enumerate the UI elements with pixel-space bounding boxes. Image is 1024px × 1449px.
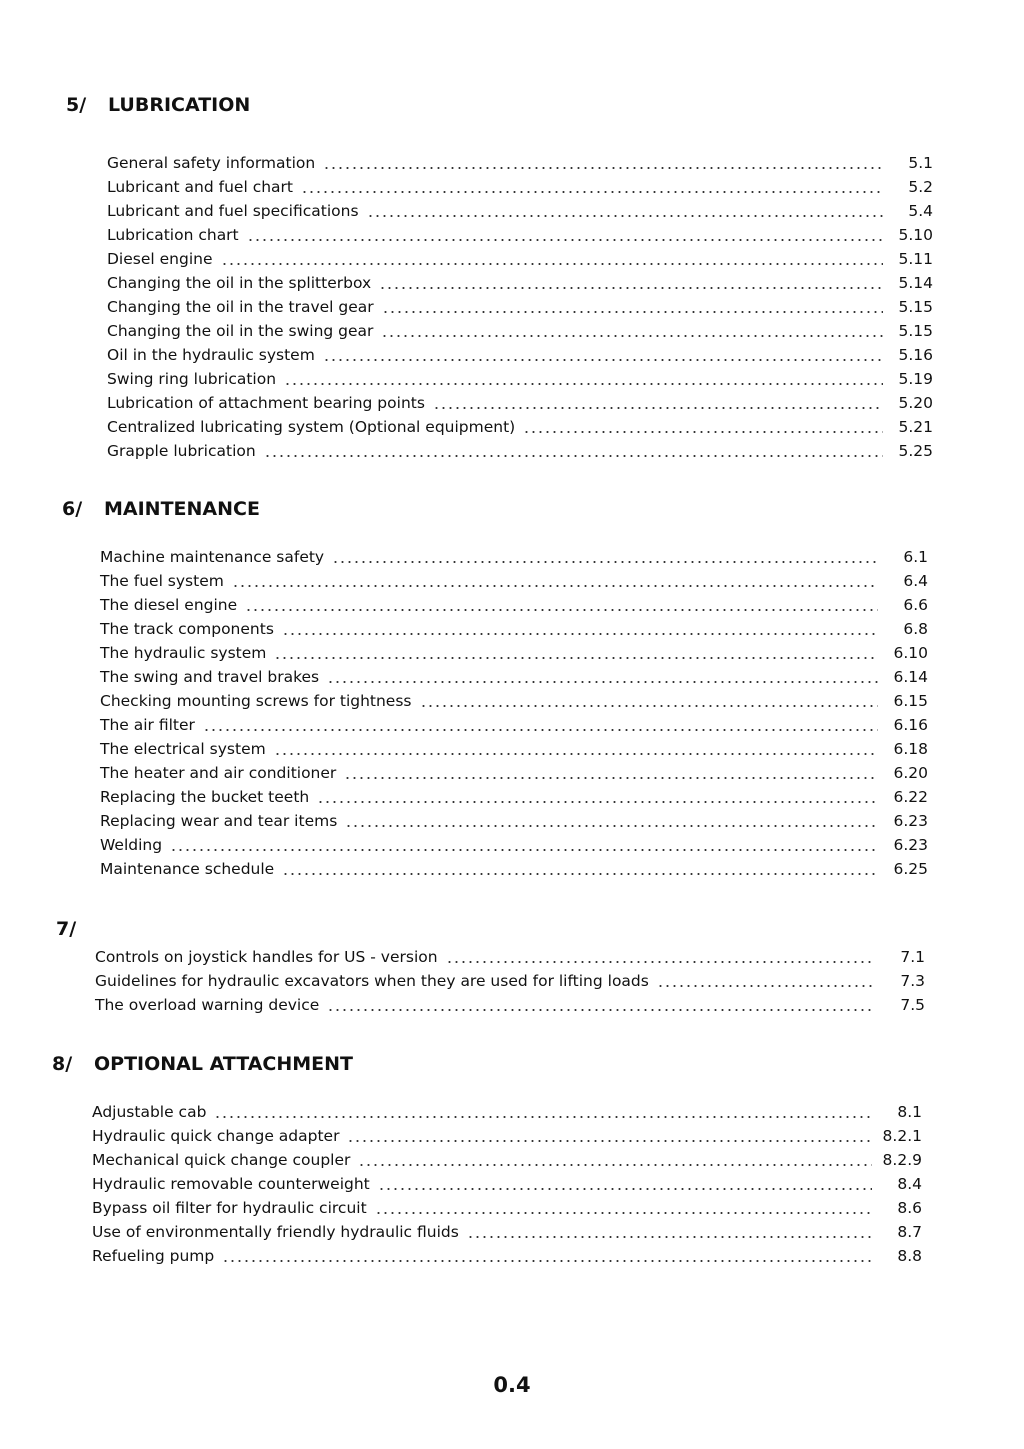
toc-entry-label: Changing the oil in the splitterbox — [107, 274, 372, 292]
toc-entry-label: Controls on joystick handles for US - version — [95, 948, 438, 966]
toc-entry-page: 6.4 — [903, 572, 928, 590]
toc-entry-page: 5.20 — [898, 394, 933, 412]
toc-entry — [95, 942, 925, 966]
toc-entry-label: Machine maintenance safety — [100, 548, 325, 566]
dot-leader — [203, 716, 878, 732]
toc-entry-label: Lubricant and fuel chart — [107, 178, 293, 196]
toc-entry — [92, 1097, 922, 1121]
dot-leader — [378, 1175, 872, 1191]
toc-entry-page: 6.8 — [903, 620, 928, 638]
toc-entry — [107, 412, 933, 436]
toc-entry-page: 7.5 — [900, 996, 925, 1014]
toc-entry — [107, 292, 933, 316]
dot-leader — [467, 1223, 872, 1239]
toc-entry-page: 6.25 — [893, 860, 928, 878]
toc-entry-label: Hydraulic removable counterweight — [92, 1175, 370, 1193]
toc-entry-label: Diesel engine — [107, 250, 213, 268]
toc-entry-page: 5.11 — [898, 250, 933, 268]
toc-entry-label: Guidelines for hydraulic excavators when they are used for lifting loads — [95, 972, 649, 990]
toc-entry — [92, 1169, 922, 1193]
toc-entry — [107, 196, 933, 220]
toc-entry-page: 8.1 — [897, 1103, 922, 1121]
toc-entry — [107, 436, 933, 460]
dot-leader — [245, 596, 878, 612]
toc-list — [92, 1097, 922, 1265]
toc-entry-label: Hydraulic quick change adapter — [92, 1127, 340, 1145]
toc-entry — [100, 854, 928, 878]
toc-entry-page: 8.2.9 — [882, 1151, 922, 1169]
section-optional-attachment — [0, 1053, 1024, 1265]
toc-entry-page: 6.16 — [893, 716, 928, 734]
toc-entry-label: The fuel system — [100, 572, 224, 590]
toc-entry-page: 6.14 — [893, 668, 928, 686]
toc-entry — [92, 1121, 922, 1145]
toc-entry-page: 5.25 — [898, 442, 933, 460]
toc-entry-page: 8.2.1 — [882, 1127, 922, 1145]
toc-entry-label: Centralized lubricating system (Optional equipment) — [107, 418, 516, 436]
toc-entry-page: 6.10 — [893, 644, 928, 662]
toc-entry — [107, 268, 933, 292]
toc-entry-label: Lubrication chart — [107, 226, 239, 244]
toc-entry-label: Checking mounting screws for tightness — [100, 692, 412, 710]
toc-entry — [95, 990, 925, 1014]
toc-entry-page: 8.8 — [897, 1247, 922, 1265]
dot-leader — [379, 274, 883, 290]
toc-entry — [100, 566, 928, 590]
dot-leader — [323, 154, 883, 170]
dot-leader — [232, 572, 878, 588]
toc-entry-label: Adjustable cab — [92, 1103, 207, 1121]
section-7 — [0, 918, 1024, 1014]
dot-leader — [446, 948, 875, 964]
section-maintenance — [0, 498, 1024, 878]
toc-entry-label: The air filter — [100, 716, 195, 734]
dot-leader — [345, 812, 878, 828]
toc-entry — [100, 782, 928, 806]
toc-entry — [107, 388, 933, 412]
dot-leader — [170, 836, 878, 852]
section-heading — [0, 94, 1024, 124]
toc-entry-page: 5.21 — [898, 418, 933, 436]
toc-entry-page: 6.23 — [893, 812, 928, 830]
section-number: 8/ — [52, 1053, 73, 1075]
dot-leader — [317, 788, 878, 804]
dot-leader — [382, 298, 883, 314]
toc-entry-page: 6.20 — [893, 764, 928, 782]
toc-entry — [100, 686, 928, 710]
dot-leader — [657, 972, 875, 988]
toc-entry-label: Lubrication of attachment bearing points — [107, 394, 425, 412]
toc-entry-page: 5.19 — [898, 370, 933, 388]
section-title: MAINTENANCE — [104, 498, 260, 520]
toc-list — [100, 542, 928, 878]
toc-entry-label: General safety information — [107, 154, 316, 172]
dot-leader — [375, 1199, 872, 1215]
dot-leader — [420, 692, 879, 708]
dot-leader — [282, 860, 878, 876]
toc-entry-page: 6.6 — [903, 596, 928, 614]
toc-entry-label: Welding — [100, 836, 163, 854]
toc-entry-page: 5.10 — [898, 226, 933, 244]
toc-entry-page: 6.23 — [893, 836, 928, 854]
toc-entry — [100, 662, 928, 686]
dot-leader — [282, 620, 878, 636]
dot-leader — [327, 996, 875, 1012]
dot-leader — [221, 250, 884, 266]
toc-entry-label: The diesel engine — [100, 596, 238, 614]
toc-entry — [107, 340, 933, 364]
section-title: OPTIONAL ATTACHMENT — [94, 1053, 353, 1075]
toc-entry-page: 8.4 — [897, 1175, 922, 1193]
toc-entry-label: The track components — [100, 620, 274, 638]
toc-entry — [100, 710, 928, 734]
toc-entry-page: 8.7 — [897, 1223, 922, 1241]
toc-entry-label: Grapple lubrication — [107, 442, 256, 460]
dot-leader — [367, 202, 883, 218]
page-number: 0.4 — [493, 1373, 531, 1397]
toc-entry — [100, 614, 928, 638]
toc-entry-page: 5.4 — [908, 202, 933, 220]
dot-leader — [344, 764, 878, 780]
section-title: LUBRICATION — [108, 94, 251, 116]
toc-entry-page: 6.1 — [903, 548, 928, 566]
toc-entry-page: 8.6 — [897, 1199, 922, 1217]
section-heading — [0, 498, 1024, 528]
dot-leader — [433, 394, 883, 410]
toc-entry — [100, 542, 928, 566]
dot-leader — [274, 644, 878, 660]
section-heading — [0, 1053, 1024, 1083]
dot-leader — [274, 740, 878, 756]
dot-leader — [214, 1103, 872, 1119]
toc-entry-page: 5.14 — [898, 274, 933, 292]
dot-leader — [347, 1127, 872, 1143]
toc-entry-label: Changing the oil in the travel gear — [107, 298, 374, 316]
toc-entry — [100, 758, 928, 782]
toc-entry-label: The heater and air conditioner — [100, 764, 337, 782]
toc-entry-label: The hydraulic system — [100, 644, 267, 662]
toc-entry — [92, 1241, 922, 1265]
toc-entry — [107, 316, 933, 340]
toc-entry — [100, 830, 928, 854]
toc-entry-page: 5.16 — [898, 346, 933, 364]
toc-entry — [107, 364, 933, 388]
toc-entry-label: Changing the oil in the swing gear — [107, 322, 374, 340]
dot-leader — [247, 226, 883, 242]
dot-leader — [323, 346, 883, 362]
toc-entry-page: 5.15 — [898, 322, 933, 340]
toc-entry-label: Swing ring lubrication — [107, 370, 277, 388]
toc-entry-label: Bypass oil filter for hydraulic circuit — [92, 1199, 367, 1217]
toc-entry-page: 6.15 — [893, 692, 928, 710]
toc-entry-label: The electrical system — [100, 740, 266, 758]
toc-entry — [92, 1193, 922, 1217]
toc-list — [107, 148, 933, 460]
dot-leader — [327, 668, 878, 684]
toc-entry-page: 6.18 — [893, 740, 928, 758]
toc-entry — [92, 1217, 922, 1241]
toc-entry — [107, 244, 933, 268]
toc-entry-label: Replacing the bucket teeth — [100, 788, 310, 806]
toc-entry-label: Use of environmentally friendly hydraulic fluids — [92, 1223, 459, 1241]
toc-entry-page: 5.1 — [908, 154, 933, 172]
dot-leader — [332, 548, 878, 564]
toc-entry-page: 5.2 — [908, 178, 933, 196]
toc-entry-page: 6.22 — [893, 788, 928, 806]
toc-entry — [95, 966, 925, 990]
toc-entry — [92, 1145, 922, 1169]
section-number: 5/ — [66, 94, 87, 116]
section-number: 7/ — [56, 918, 77, 940]
toc-entry-page: 7.3 — [900, 972, 925, 990]
section-number: 6/ — [62, 498, 83, 520]
toc-entry — [100, 806, 928, 830]
toc-entry-label: Lubricant and fuel specifications — [107, 202, 359, 220]
toc-entry — [107, 148, 933, 172]
dot-leader — [284, 370, 883, 386]
section-lubrication — [0, 94, 1024, 460]
toc-entry-label: The swing and travel brakes — [100, 668, 320, 686]
toc-entry-label: Mechanical quick change coupler — [92, 1151, 351, 1169]
toc-entry — [100, 590, 928, 614]
toc-entry-label: Oil in the hydraulic system — [107, 346, 315, 364]
dot-leader — [301, 178, 883, 194]
toc-entry-label: Refueling pump — [92, 1247, 215, 1265]
toc-entry-label: The overload warning device — [95, 996, 320, 1014]
toc-entry — [100, 734, 928, 758]
toc-entry — [107, 172, 933, 196]
toc-entry — [107, 220, 933, 244]
dot-leader — [264, 442, 883, 458]
dot-leader — [381, 322, 883, 338]
toc-entry-page: 5.15 — [898, 298, 933, 316]
toc-list — [95, 942, 925, 1014]
toc-entry-label: Maintenance schedule — [100, 860, 275, 878]
toc-entry — [100, 638, 928, 662]
dot-leader — [222, 1247, 872, 1263]
toc-entry-label: Replacing wear and tear items — [100, 812, 338, 830]
dot-leader — [358, 1151, 872, 1167]
toc-entry-page: 7.1 — [900, 948, 925, 966]
dot-leader — [523, 418, 883, 434]
